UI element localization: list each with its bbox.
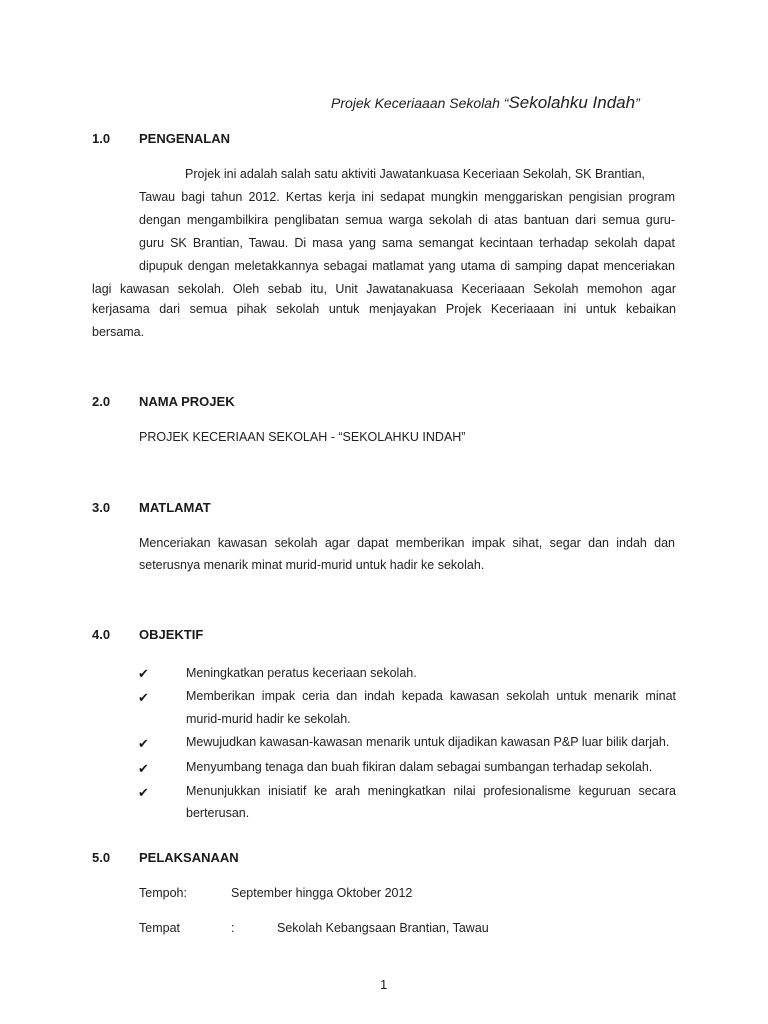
document-title (331, 93, 640, 113)
section-5-heading: PELAKSANAAN (139, 850, 239, 865)
section-3-number: 3.0 (92, 500, 111, 515)
section-3-heading: MATLAMAT (139, 500, 211, 515)
intro-line: bersama. (92, 325, 145, 339)
check-icon: ✔ (138, 785, 149, 800)
tempat-value: Sekolah Kebangsaan Brantian, Tawau (277, 921, 489, 935)
tempat-colon: : (231, 921, 235, 935)
intro-line: Projek ini adalah salah satu aktiviti Jawatankuasa Keceriaan Sekolah, SK Brantian, (185, 167, 645, 181)
objective-item: Meningkatkan peratus keceriaan sekolah. (186, 666, 417, 680)
intro-line: kerjasama dari semua pihak sekolah untuk menjayakan Projek Keceriaaan ini untuk kebaikan (92, 302, 676, 316)
objective-item: Menyumbang tenaga dan buah fikiran dalam sebagai sumbangan terhadap sekolah. (186, 760, 653, 774)
check-icon: ✔ (138, 690, 149, 705)
title-name: Sekolahku Indah (508, 93, 636, 112)
check-icon: ✔ (138, 761, 149, 776)
check-icon: ✔ (138, 666, 149, 681)
title-prefix: Projek Keceriaaan Sekolah “ (331, 95, 509, 111)
tempoh-label: Tempoh: (139, 886, 187, 900)
section-1-number: 1.0 (92, 131, 111, 146)
objective-item: Mewujudkan kawasan-kawasan menarik untuk dijadikan kawasan P&P luar bilik darjah. (186, 735, 670, 749)
intro-line: Tawau bagi tahun 2012. Kertas kerja ini sedapat mungkin menggariskan pengisian program (139, 190, 675, 204)
intro-line: dipupuk dengan meletakkannya sebagai matlamat yang utama di samping dapat menceriakan (139, 259, 675, 273)
goal-line: seterusnya menarik minat murid-murid untuk hadir ke sekolah. (139, 558, 485, 572)
intro-line: lagi kawasan sekolah. Oleh sebab itu, Unit Jawatanakuasa Keceriaaan Sekolah memohon agar (92, 282, 676, 296)
section-1-heading: PENGENALAN (139, 131, 231, 146)
goal-line: Menceriakan kawasan sekolah agar dapat memberikan impak sihat, segar dan indah dan (139, 536, 675, 550)
check-icon: ✔ (138, 736, 149, 751)
title-suffix: ” (635, 95, 640, 111)
section-4-heading: OBJEKTIF (139, 627, 204, 642)
tempat-label: Tempat (139, 921, 180, 935)
section-2-number: 2.0 (92, 394, 111, 409)
project-name: PROJEK KECERIAAN SEKOLAH - “SEKOLAHKU INDAH” (139, 430, 466, 444)
page-number: 1 (380, 977, 388, 992)
section-2-heading: NAMA PROJEK (139, 394, 235, 409)
section-5-number: 5.0 (92, 850, 111, 865)
objective-item-continued: murid-murid hadir ke sekolah. (186, 712, 351, 726)
tempoh-value: September hingga Oktober 2012 (231, 886, 413, 900)
intro-line: dengan mengambilkira penglibatan semua warga sekolah di atas bantuan dari semua guru- (139, 213, 675, 227)
section-4-number: 4.0 (92, 627, 111, 642)
objective-item: Menunjukkan inisiatif ke arah meningkatkan nilai profesionalisme keguruan secara (186, 784, 676, 798)
intro-line: guru SK Brantian, Tawau. Di masa yang sama semangat kecintaan terhadap sekolah dapat (139, 236, 675, 250)
objective-item: Memberikan impak ceria dan indah kepada kawasan sekolah untuk menarik minat (186, 689, 676, 703)
objective-item-continued: berterusan. (186, 806, 250, 820)
